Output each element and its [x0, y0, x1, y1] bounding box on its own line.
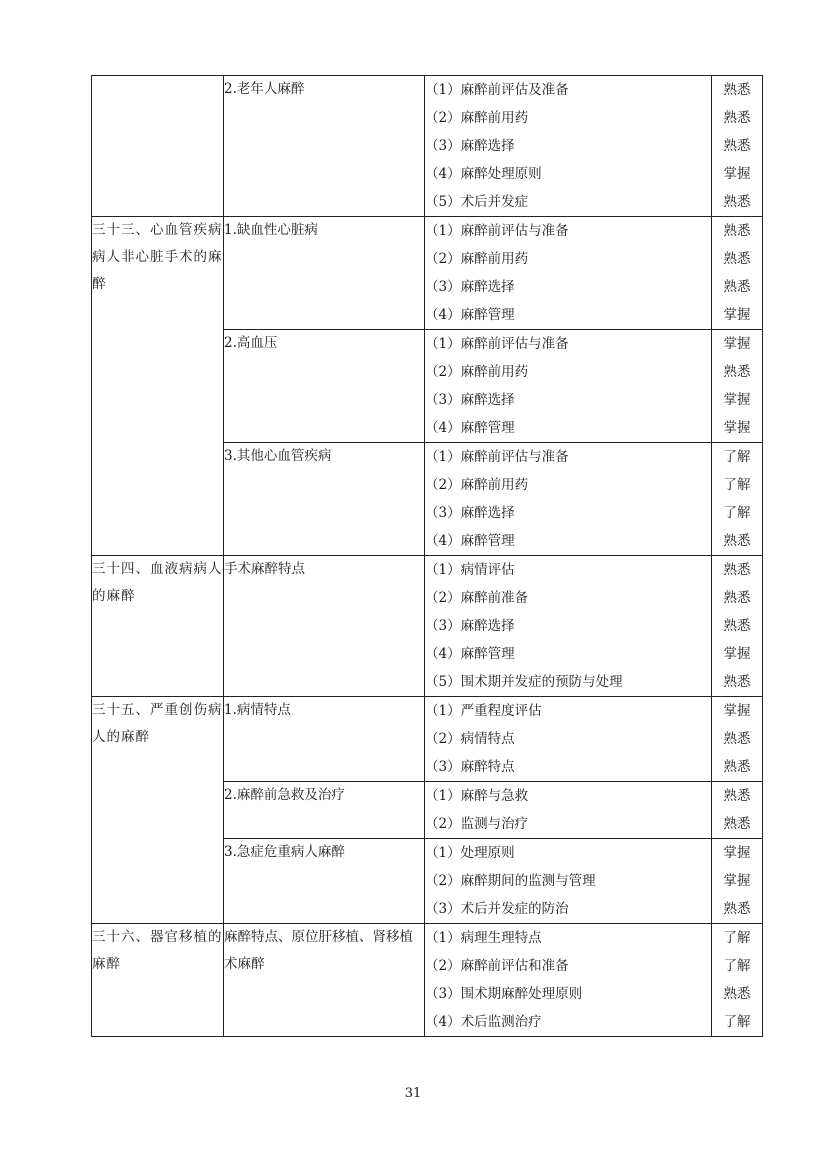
requirement-level: 了解: [723, 449, 751, 465]
content-cell: [425, 924, 712, 1037]
content-item: （4）麻醉处理原则: [425, 166, 542, 182]
content-item: （3）术后并发症的防治: [425, 901, 569, 917]
content-item: （1）严重程度评估: [425, 703, 542, 719]
content-item: （1）麻醉前评估与准备: [425, 223, 569, 239]
content-cell: [425, 217, 712, 330]
content-cell: [425, 330, 712, 443]
element-cell: 1.缺血性心脏病: [224, 217, 425, 330]
requirement-level: 熟悉: [723, 138, 751, 154]
level-cell: [712, 782, 763, 839]
requirement-level: 掌握: [723, 703, 751, 719]
content-cell: [425, 76, 712, 217]
requirement-level: 掌握: [723, 873, 751, 889]
content-item: （1）麻醉前评估与准备: [425, 336, 569, 352]
requirement-level: 了解: [723, 930, 751, 946]
content-item: （4）术后监测治疗: [425, 1014, 542, 1030]
content-item: （5）围术期并发症的预防与处理: [425, 674, 623, 690]
table-row: [92, 217, 763, 330]
content-item: （2）麻醉期间的监测与管理: [425, 873, 596, 889]
requirement-level: 了解: [723, 1014, 751, 1030]
level-cell: [712, 76, 763, 217]
level-cell: [712, 217, 763, 330]
element-cell: 2.高血压: [224, 330, 425, 443]
content-cell: [425, 782, 712, 839]
content-item: （1）病情评估: [425, 562, 515, 578]
content-item: （2）病情特点: [425, 731, 515, 747]
content-item: （1）麻醉与急救: [425, 788, 529, 804]
unit-cell: 三十四、血液病病人的麻醉: [92, 556, 224, 697]
content-item: （3）麻醉选择: [425, 618, 515, 634]
requirement-level: 熟悉: [723, 618, 751, 634]
table-row: [92, 924, 763, 1037]
content-item: （3）围术期麻醉处理原则: [425, 986, 583, 1002]
unit-cell: 三十六、器官移植的麻醉: [92, 924, 224, 1037]
requirement-level: 掌握: [723, 336, 751, 352]
content-item: （4）麻醉管理: [425, 646, 515, 662]
content-item: （3）麻醉特点: [425, 759, 515, 775]
content-item: （1）麻醉前评估及准备: [425, 82, 569, 98]
content-item: （2）麻醉前用药: [425, 477, 529, 493]
requirement-level: 熟悉: [723, 759, 751, 775]
table-row: [92, 697, 763, 782]
content-cell: [425, 443, 712, 556]
content-item: （3）麻醉选择: [425, 138, 515, 154]
content-item: （3）麻醉选择: [425, 392, 515, 408]
content-cell: [425, 839, 712, 924]
element-cell: 手术麻醉特点: [224, 556, 425, 697]
element-cell: 1.病情特点: [224, 697, 425, 782]
requirement-level: 熟悉: [723, 590, 751, 606]
content-item: （3）麻醉选择: [425, 505, 515, 521]
requirement-level: 熟悉: [723, 901, 751, 917]
requirement-level: 了解: [723, 477, 751, 493]
content-item: （1）病理生理特点: [425, 930, 542, 946]
requirement-level: 了解: [723, 958, 751, 974]
table-row: [92, 76, 763, 217]
element-cell: 3.急症危重病人麻醉: [224, 839, 425, 924]
level-cell: [712, 924, 763, 1037]
content-cell: [425, 697, 712, 782]
content-cell: [425, 556, 712, 697]
requirement-level: 熟悉: [723, 82, 751, 98]
requirement-level: 熟悉: [723, 788, 751, 804]
unit-cell: 三十五、严重创伤病人的麻醉: [92, 697, 224, 924]
level-cell: [712, 839, 763, 924]
element-cell: 2.老年人麻醉: [224, 76, 425, 217]
syllabus-table-body: [92, 76, 763, 1037]
table-row: [92, 556, 763, 697]
content-item: （4）麻醉管理: [425, 533, 515, 549]
content-item: （1）麻醉前评估与准备: [425, 449, 569, 465]
page-number: 31: [404, 1086, 422, 1101]
level-cell: [712, 697, 763, 782]
unit-cell: [92, 76, 224, 217]
requirement-level: 掌握: [723, 166, 751, 182]
syllabus-table: [91, 75, 763, 1037]
content-item: （5）术后并发症: [425, 194, 529, 210]
content-item: （4）麻醉管理: [425, 420, 515, 436]
requirement-level: 熟悉: [723, 364, 751, 380]
level-cell: [712, 556, 763, 697]
content-item: （4）麻醉管理: [425, 307, 515, 323]
content-item: （2）麻醉前用药: [425, 364, 529, 380]
content-item: （2）麻醉前评估和准备: [425, 958, 569, 974]
content-item: （2）监测与治疗: [425, 816, 529, 832]
requirement-level: 熟悉: [723, 194, 751, 210]
requirement-level: 熟悉: [723, 674, 751, 690]
content-item: （3）麻醉选择: [425, 279, 515, 295]
content-item: （2）麻醉前用药: [425, 251, 529, 267]
requirement-level: 掌握: [723, 392, 751, 408]
requirement-level: 掌握: [723, 845, 751, 861]
requirement-level: 熟悉: [723, 816, 751, 832]
requirement-level: 熟悉: [723, 533, 751, 549]
requirement-level: 熟悉: [723, 251, 751, 267]
content-item: （2）麻醉前用药: [425, 110, 529, 126]
requirement-level: 熟悉: [723, 986, 751, 1002]
requirement-level: 掌握: [723, 420, 751, 436]
level-cell: [712, 443, 763, 556]
level-cell: [712, 330, 763, 443]
element-cell: 2.麻醉前急救及治疗: [224, 782, 425, 839]
requirement-level: 掌握: [723, 307, 751, 323]
requirement-level: 熟悉: [723, 562, 751, 578]
element-cell: 3.其他心血管疾病: [224, 443, 425, 556]
requirement-level: 熟悉: [723, 731, 751, 747]
content-item: （1）处理原则: [425, 845, 515, 861]
requirement-level: 了解: [723, 505, 751, 521]
unit-cell: 三十三、心血管疾病病人非心脏手术的麻醉: [92, 217, 224, 556]
requirement-level: 熟悉: [723, 279, 751, 295]
requirement-level: 熟悉: [723, 110, 751, 126]
element-cell: 麻醉特点、原位肝移植、肾移植术麻醉: [224, 924, 425, 1037]
requirement-level: 熟悉: [723, 223, 751, 239]
requirement-level: 掌握: [723, 646, 751, 662]
content-item: （2）麻醉前准备: [425, 590, 529, 606]
